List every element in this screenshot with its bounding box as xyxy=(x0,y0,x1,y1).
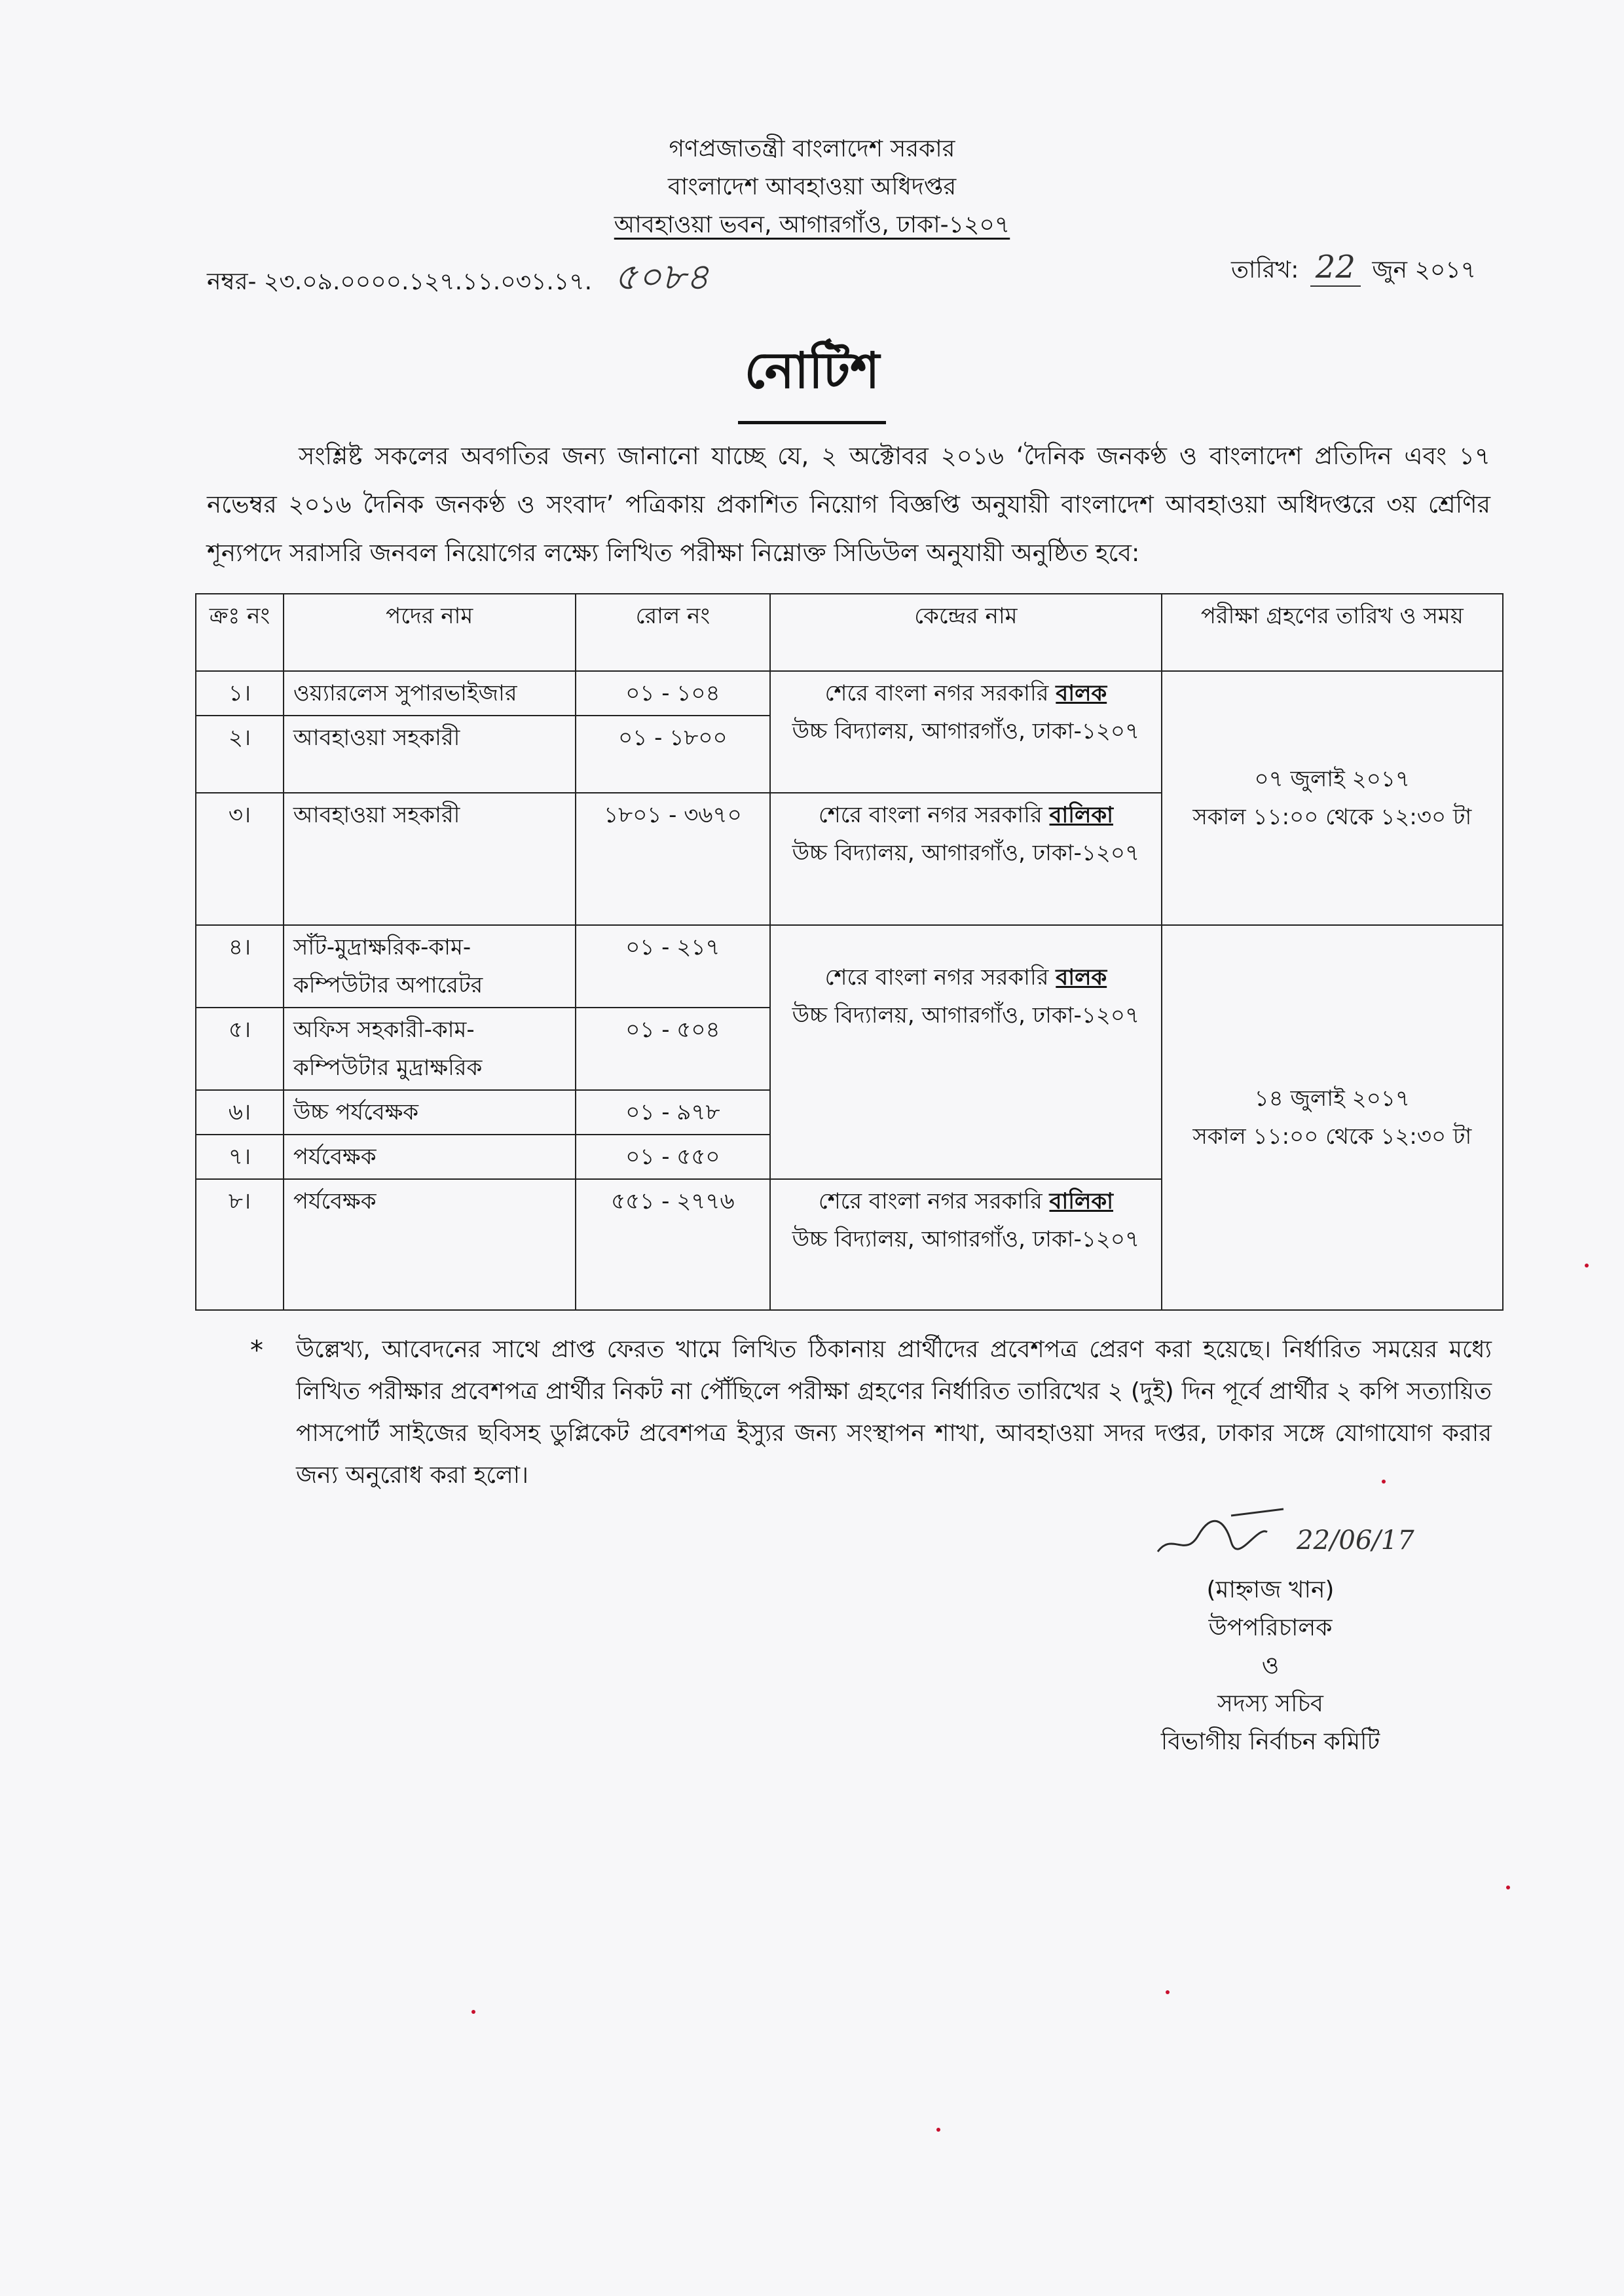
cell-serial: ২। xyxy=(196,716,284,793)
session-time: সকাল ১১:০০ থেকে ১২:৩০ টা xyxy=(1192,1123,1472,1150)
memo-number xyxy=(207,249,709,310)
date-handwritten: 22 xyxy=(1310,249,1361,287)
cell-roll: ০১ - ১০৪ xyxy=(576,671,771,716)
centre-suffix: উচ্চ বিদ্যালয়, আগারগাঁও, ঢাকা-১২০৭ xyxy=(792,840,1140,866)
header-line-department: বাংলাদেশ আবহাওয়া অধিদপ্তর xyxy=(667,173,957,200)
intro-paragraph xyxy=(207,432,1490,577)
scan-speck xyxy=(1382,1480,1386,1484)
centre-prefix: শেরে বাংলা নগর সরকারি xyxy=(818,1188,1043,1214)
signatory-name: (মাহ্নাজ খান) xyxy=(1206,1576,1335,1603)
note-marker: * xyxy=(250,1336,263,1366)
notice-title xyxy=(0,333,1624,424)
cell-roll: ০১ - ১৮০০ xyxy=(576,716,771,793)
cell-post: অফিস সহকারী-কাম-কম্পিউটার মুদ্রাক্ষরিক xyxy=(284,1008,576,1090)
notice-title-text: নোটিশ xyxy=(738,333,886,424)
centre-prefix: শেরে বাংলা নগর সরকারি xyxy=(824,680,1049,706)
header-line-address xyxy=(0,207,1624,246)
cell-serial: ৪। xyxy=(196,925,284,1008)
note-paragraph: উল্লেখ্য, আবেদনের সাথে প্রাপ্ত ফেরত খামে লিখিত ঠিকানায় প্রার্থীদের প্রবেশপত্র প্রেরণ করা হয়েছে। নির্ধারিত সময়ের মধ্যে লিখিত পরীক্ষার প্রবেশপত্র প্রার্থীর নিকট না পৌঁছিলে পরীক্ষা গ্রহণের নির্ধারিত তারিখের ২ (দুই) দিন পূর্বে প্রার্থীর ২ কপি সত্যায়িত পাসপোর্ট সাইজের ছবিসহ ডুপ্লিকেট প্রবেশপত্র ইস্যুর জন্য সংস্থাপন শাখা, আবহাওয়া সদর দপ্তর, ঢাকার সঙ্গে যোগাযোগ করার জন্য অনুরোধ করা হলো। xyxy=(296,1336,1492,1489)
scan-speck xyxy=(1166,1990,1170,1994)
session-date: ১৪ জুলাই ২০১৭ xyxy=(1254,1085,1410,1112)
cell-centre xyxy=(770,1179,1161,1310)
scan-speck xyxy=(1506,1886,1510,1889)
cell-roll: ০১ - ৯৭৮ xyxy=(576,1090,771,1135)
cell-roll: ০১ - ৫৫০ xyxy=(576,1135,771,1179)
centre-prefix: শেরে বাংলা নগর সরকারি xyxy=(824,964,1049,991)
centre-school: বালক xyxy=(1056,680,1107,706)
centre-school: বালিকা xyxy=(1049,1188,1113,1214)
cell-centre xyxy=(770,793,1161,925)
date-rest: জুন ২০১৭ xyxy=(1372,257,1477,283)
cell-post: আবহাওয়া সহকারী xyxy=(284,793,576,925)
signatory-committee: বিভাগীয় নির্বাচন কমিটি xyxy=(1160,1728,1380,1755)
cell-centre xyxy=(770,925,1161,1179)
header-centre: কেন্দ্রের নাম xyxy=(770,594,1161,671)
date-label: তারিখ: xyxy=(1231,257,1299,283)
header-serial: ক্রঃ নং xyxy=(196,594,284,671)
address-text: আবহাওয়া ভবন, আগারগাঁও, ঢাকা-১২০৭ xyxy=(614,211,1010,238)
signatory-role: সদস্য সচিব xyxy=(1217,1690,1323,1717)
memo-date xyxy=(1231,249,1476,291)
signatory-title: উপপরিচালক xyxy=(1208,1614,1333,1641)
centre-prefix: শেরে বাংলা নগর সরকারি xyxy=(818,802,1043,828)
cell-centre xyxy=(770,671,1161,793)
scan-speck xyxy=(1585,1264,1589,1267)
cell-roll: ০১ - ৫০৪ xyxy=(576,1008,771,1090)
cell-session xyxy=(1162,671,1503,925)
signature xyxy=(1153,1506,1493,1567)
memo-number-handwritten: ৫০৮৪ xyxy=(614,256,709,299)
centre-school: বালিকা xyxy=(1049,802,1113,828)
cell-serial: ৫। xyxy=(196,1008,284,1090)
table-row xyxy=(196,671,1503,716)
scan-speck xyxy=(471,2010,475,2014)
header-line-govt: গণপ্রজাতন্ত্রী বাংলাদেশ সরকার xyxy=(669,136,955,162)
header-datetime: পরীক্ষা গ্রহণের তারিখ ও সময় xyxy=(1162,594,1503,671)
cell-serial: ৩। xyxy=(196,793,284,925)
centre-suffix: উচ্চ বিদ্যালয়, আগারগাঁও, ঢাকা-১২০৭ xyxy=(792,1226,1140,1252)
cell-serial: ১। xyxy=(196,671,284,716)
cell-roll: ০১ - ২১৭ xyxy=(576,925,771,1008)
cell-post: ওয়্যারলেস সুপারভাইজার xyxy=(284,671,576,716)
header-roll: রোল নং xyxy=(576,594,771,671)
table-header-row xyxy=(196,594,1503,671)
signature-scribble-icon xyxy=(1153,1506,1297,1565)
session-date: ০৭ জুলাই ২০১৭ xyxy=(1254,766,1411,792)
cell-post: পর্যবেক্ষক xyxy=(284,1179,576,1310)
cell-session xyxy=(1162,925,1503,1310)
memo-number-label: নম্বর- ২৩.০৯.০০০০.১২৭.১১.০৩১.১৭. xyxy=(207,268,593,295)
intro-text: সংশ্লিষ্ট সকলের অবগতির জন্য জানানো যাচ্ছে যে, ২ অক্টোবর ২০১৬ ‘দৈনিক জনকণ্ঠ ও বাংলাদেশ প্রতিদিন এবং ১৭ নভেম্বর ২০১৬ দৈনিক জনকণ্ঠ ও সংবাদ’ পত্রিকায় প্রকাশিত নিয়োগ বিজ্ঞপ্তি অনুযায়ী বাংলাদেশ আবহাওয়া অধিদপ্তরে ৩য় শ্রেণির শূন্যপদে সরাসরি জনবল নিয়োগের লক্ষ্যে লিখিত পরীক্ষা নিম্নোক্ত সিডিউল অনুযায়ী অনুষ্ঠিত হবে: xyxy=(207,442,1490,567)
schedule-table xyxy=(195,593,1504,1311)
cell-roll: ৫৫১ - ২৭৭৬ xyxy=(576,1179,771,1310)
cell-post: পর্যবেক্ষক xyxy=(284,1135,576,1179)
cell-serial: ৬। xyxy=(196,1090,284,1135)
cell-post: উচ্চ পর্যবেক্ষক xyxy=(284,1090,576,1135)
header-post: পদের নাম xyxy=(284,594,576,671)
cell-post: সাঁট-মুদ্রাক্ষরিক-কাম-কম্পিউটার অপারেটর xyxy=(284,925,576,1008)
signatory-and: ও xyxy=(1261,1652,1280,1679)
table-row xyxy=(196,925,1503,1008)
cell-post: আবহাওয়া সহকারী xyxy=(284,716,576,793)
signature-date-handwritten: 22/06/17 xyxy=(1297,1525,1414,1556)
centre-suffix: উচ্চ বিদ্যালয়, আগারগাঁও, ঢাকা-১২০৭ xyxy=(792,1002,1140,1029)
centre-school: বালক xyxy=(1056,964,1107,991)
scan-speck xyxy=(936,2128,940,2132)
session-time: সকাল ১১:০০ থেকে ১২:৩০ টা xyxy=(1192,804,1472,830)
cell-serial: ৮। xyxy=(196,1179,284,1310)
cell-roll: ১৮০১ - ৩৬৭০ xyxy=(576,793,771,925)
cell-serial: ৭। xyxy=(196,1135,284,1179)
centre-suffix: উচ্চ বিদ্যালয়, আগারগাঁও, ঢাকা-১২০৭ xyxy=(792,718,1140,744)
